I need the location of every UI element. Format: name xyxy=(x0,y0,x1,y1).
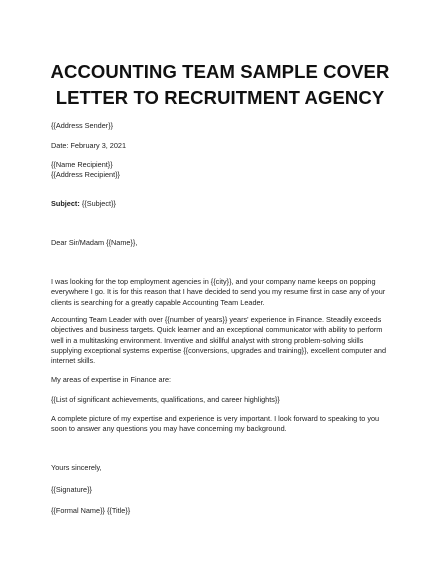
paragraph-experience: Accounting Team Leader with over {{number of years}} years' experience in Finance. Steadily exceeds objectives and business targets. Quick learner and an exceptional communicator with ability to perform well in a multitasking environment. Inventive and skillful analyst with strong problem-solving skills supplying exceptional systems expertise {{conversions, upgrades and training}}, excellent computer and internet skills. xyxy=(51,315,387,366)
subject-line xyxy=(51,199,116,209)
expertise-list: {{List of significant achievements, qualifications, and career highlights}} xyxy=(51,395,280,404)
salutation: Dear Sir/Madam {{Name}}, xyxy=(51,238,138,247)
paragraph-closing: A complete picture of my expertise and experience is very important. I look forward to speaking to you soon to answer any questions you may have concerning my background. xyxy=(51,414,380,434)
expertise-intro: My areas of expertise in Finance are: xyxy=(51,375,172,384)
address-sender: {{Address Sender}} xyxy=(51,121,114,130)
formal-name-title: {{Formal Name}} {{Title}} xyxy=(51,506,131,515)
closing-salutation: Yours sincerely, xyxy=(51,463,102,472)
document-title-line-2: LETTER TO RECRUITMENT AGENCY xyxy=(55,87,385,108)
document-title-line-1: ACCOUNTING TEAM SAMPLE COVER xyxy=(50,61,390,82)
letter-date: Date: February 3, 2021 xyxy=(51,141,127,150)
name-recipient: {{Name Recipient}} xyxy=(51,160,113,169)
paragraph-introduction: I was looking for the top employment agencies in {{city}}, and your company name keeps on popping everywhere I go. It is for this reason that I have decided to send you my resume first in case any of your clients is searching for a greatly capable Accounting Team Leader. xyxy=(51,277,386,307)
subject-value: {{Subject}} xyxy=(79,199,116,208)
address-recipient: {{Address Recipient}} xyxy=(51,170,120,179)
signature-placeholder: {{Signature}} xyxy=(51,485,92,494)
subject-label: Subject: xyxy=(51,199,80,208)
